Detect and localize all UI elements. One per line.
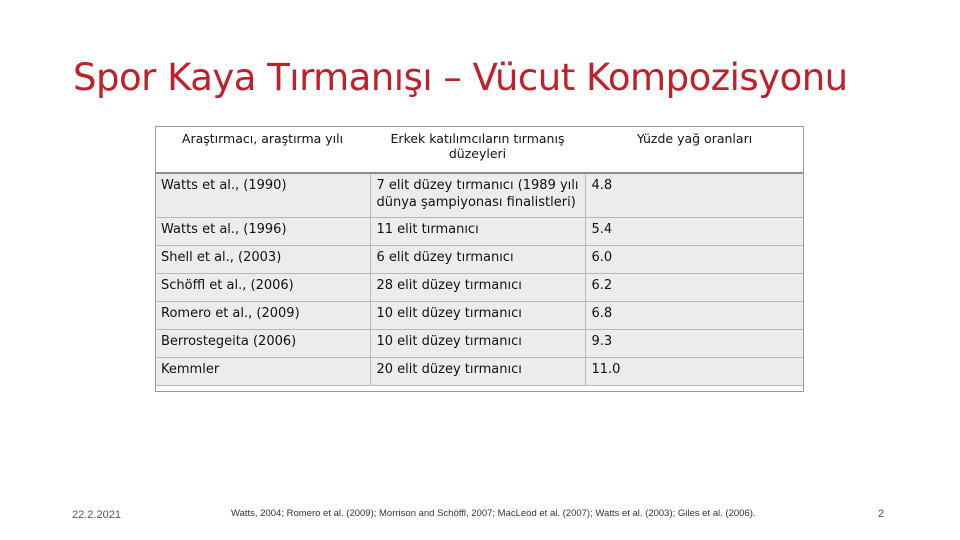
table-row (155, 173, 804, 217)
cell-climbing-level: 11 elit tırmanıcı (370, 217, 585, 245)
cell-body-fat: 4.8 (585, 173, 804, 217)
cell-researcher: Schöffl et al., (2006) (155, 273, 370, 301)
cell-climbing-level: 6 elit düzey tırmanıcı (370, 245, 585, 273)
footer-date: 22.2.2021 (72, 509, 121, 521)
cell-researcher: Watts et al., (1996) (155, 217, 370, 245)
slide-title: Spor Kaya Tırmanışı – Vücut Kompozisyonu (73, 56, 848, 99)
table-row (155, 329, 804, 357)
cell-body-fat: 6.8 (585, 301, 804, 329)
cell-researcher: Watts et al., (1990) (155, 173, 370, 217)
cell-body-fat: 9.3 (585, 329, 804, 357)
cell-body-fat: 5.4 (585, 217, 804, 245)
body-composition-table (155, 126, 804, 386)
table-header-row (155, 126, 804, 173)
cell-climbing-level: 7 elit düzey tırmanıcı (1989 yılı dünya şampiyonası finalistleri) (370, 173, 585, 217)
cell-climbing-level: 20 elit düzey tırmanıcı (370, 357, 585, 385)
cell-body-fat: 6.2 (585, 273, 804, 301)
cell-climbing-level: 28 elit düzey tırmanıcı (370, 273, 585, 301)
header-climbing-level: Erkek katılımcıların tırmanış düzeyleri (370, 126, 585, 173)
cell-climbing-level: 10 elit düzey tırmanıcı (370, 329, 585, 357)
cell-researcher: Kemmler (155, 357, 370, 385)
cell-researcher: Shell et al., (2003) (155, 245, 370, 273)
table-row (155, 245, 804, 273)
table-row (155, 301, 804, 329)
cell-body-fat: 6.0 (585, 245, 804, 273)
table-row (155, 273, 804, 301)
header-body-fat: Yüzde yağ oranları (585, 126, 804, 173)
table-row (155, 357, 804, 385)
page-number: 2 (878, 508, 885, 520)
cell-researcher: Berrostegeita (2006) (155, 329, 370, 357)
header-researcher: Araştırmacı, araştırma yılı (155, 126, 370, 173)
cell-body-fat: 11.0 (585, 357, 804, 385)
table-row (155, 217, 804, 245)
cell-researcher: Romero et al., (2009) (155, 301, 370, 329)
footer-references: Watts, 2004; Romero et al. (2009); Morrison and Schöffl, 2007; MacLeod et al. (2007); Watts et al. (2003); Giles et al. (2006). (231, 508, 756, 519)
cell-climbing-level: 10 elit düzey tırmanıcı (370, 301, 585, 329)
